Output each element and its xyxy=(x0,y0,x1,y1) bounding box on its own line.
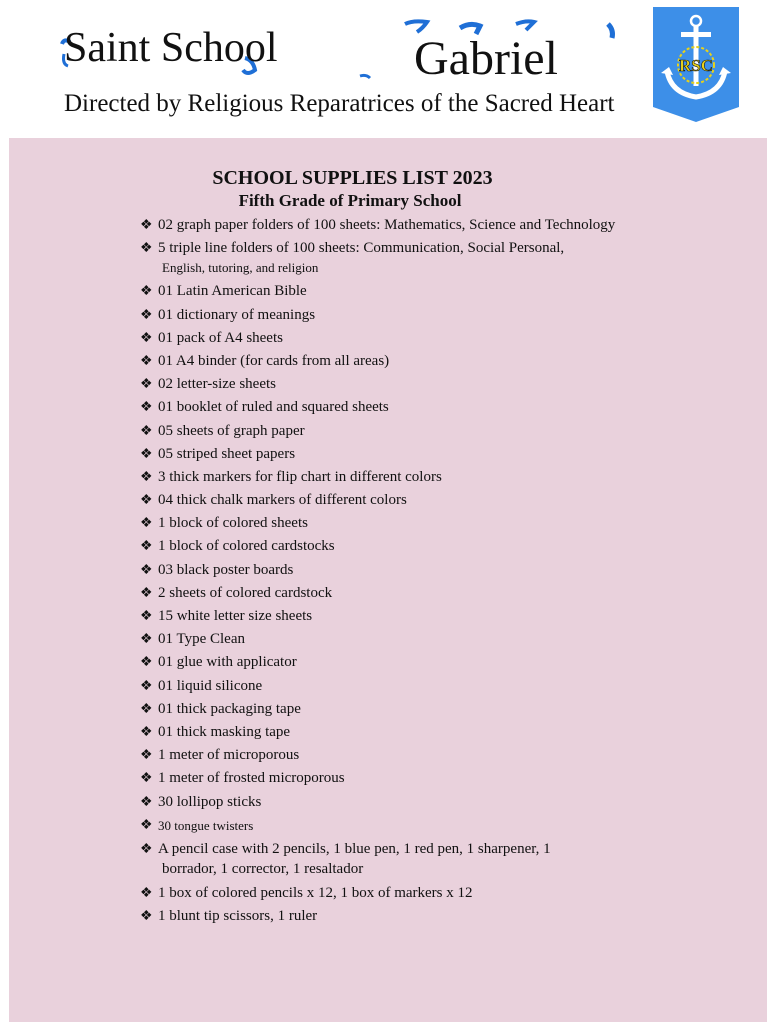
bullet-icon: ❖ xyxy=(140,909,153,925)
bullet-icon: ❖ xyxy=(140,307,153,323)
supply-item-text: 01 thick masking tape xyxy=(158,723,291,740)
supply-item-text: 1 box of colored pencils x 12, 1 box of markers x 12 xyxy=(158,885,473,902)
supply-item xyxy=(140,653,700,672)
supply-item-text: 01 A4 binder (for cards from all areas) xyxy=(158,352,390,369)
bullet-icon: ❖ xyxy=(140,423,153,439)
supply-item-text: 05 sheets of graph paper xyxy=(158,422,305,439)
bullet-icon: ❖ xyxy=(140,841,153,857)
supply-item-text: 15 white letter size sheets xyxy=(158,608,313,624)
supply-item-text: 01 booklet of ruled and squared sheets xyxy=(158,399,389,416)
supply-item xyxy=(140,907,700,926)
supply-item-continuation: borrador, 1 corrector, 1 resaltador xyxy=(162,860,364,877)
supply-item xyxy=(140,468,700,487)
supply-item-text: 1 block of colored cardstocks xyxy=(158,538,335,555)
supply-item xyxy=(140,306,700,325)
supply-item xyxy=(140,723,700,742)
supply-item xyxy=(140,282,700,301)
supply-item xyxy=(140,375,700,394)
bullet-icon: ❖ xyxy=(140,284,153,300)
supply-item xyxy=(140,422,700,441)
supply-item-text: 05 striped sheet papers xyxy=(158,445,296,462)
supply-item xyxy=(140,352,700,371)
school-crest-logo xyxy=(653,7,739,122)
supply-item-text: 1 block of colored sheets xyxy=(158,515,308,532)
bullet-icon: ❖ xyxy=(140,609,153,624)
grade-subtitle: Fifth Grade of Primary School xyxy=(238,191,462,210)
bullet-icon: ❖ xyxy=(140,886,153,902)
bullet-icon: ❖ xyxy=(140,377,153,393)
supply-item xyxy=(140,445,700,464)
bullet-icon: ❖ xyxy=(140,701,153,717)
supply-item xyxy=(140,584,700,603)
supply-item xyxy=(140,398,700,417)
supply-item xyxy=(140,491,700,510)
supply-item-text: 04 thick chalk markers of different colors xyxy=(158,492,407,509)
bullet-icon: ❖ xyxy=(140,655,153,671)
bullet-icon: ❖ xyxy=(140,516,153,532)
bullet-icon: ❖ xyxy=(140,562,153,578)
supply-item xyxy=(140,677,700,696)
supply-item xyxy=(140,514,700,533)
supply-item-text: 30 lollipop sticks xyxy=(158,793,262,810)
supply-item-text: 01 glue with applicator xyxy=(158,654,297,671)
supply-item-text: 30 tongue twisters xyxy=(158,817,254,833)
supply-item xyxy=(140,216,700,235)
supply-item xyxy=(140,561,700,580)
supply-item-text: 02 letter-size sheets xyxy=(158,376,276,393)
supply-item xyxy=(140,700,700,719)
bullet-icon: ❖ xyxy=(140,748,153,764)
bullet-icon: ❖ xyxy=(140,446,153,462)
list-title: SCHOOL SUPPLIES LIST 2023 xyxy=(212,167,493,189)
logo-monogram: RSC xyxy=(678,56,714,75)
supply-item xyxy=(140,769,700,788)
supply-item xyxy=(140,537,700,556)
supply-item-text: 01 thick packaging tape xyxy=(158,700,301,717)
supply-item-text: 01 Type Clean xyxy=(158,631,245,648)
supply-item xyxy=(140,816,700,836)
bullet-icon: ❖ xyxy=(140,330,153,346)
supply-item xyxy=(140,239,700,278)
supply-item xyxy=(140,630,700,649)
bullet-icon: ❖ xyxy=(140,794,153,810)
school-subtitle: Directed by Religious Reparatrices of the Sacred Heart xyxy=(64,90,615,117)
supply-item xyxy=(140,840,700,880)
supply-item xyxy=(140,746,700,765)
supplies-list xyxy=(140,216,700,930)
supply-item-text: 02 graph paper folders of 100 sheets: Mathematics, Science and Technology xyxy=(158,217,616,233)
supply-item-text: A pencil case with 2 pencils, 1 blue pen, 1 red pen, 1 sharpener, 1 xyxy=(158,840,551,857)
bullet-icon: ❖ xyxy=(140,632,153,648)
supply-item xyxy=(140,329,700,348)
bullet-icon: ❖ xyxy=(140,585,153,601)
supply-item-text: 1 blunt tip scissors, 1 ruler xyxy=(158,908,318,925)
supply-item-text: 01 pack of A4 sheets xyxy=(158,329,283,346)
bullet-icon: ❖ xyxy=(140,678,153,694)
bullet-icon: ❖ xyxy=(140,353,153,369)
supply-item-text: 5 triple line folders of 100 sheets: Communication, Social Personal, xyxy=(158,240,565,257)
bullet-icon: ❖ xyxy=(140,493,153,509)
bullet-icon: ❖ xyxy=(140,400,153,416)
supply-item-text: 3 thick markers for flip chart in different colors xyxy=(158,468,442,485)
supply-item-text: 01 liquid silicone xyxy=(158,677,263,694)
bullet-icon: ❖ xyxy=(140,817,153,833)
bullet-icon: ❖ xyxy=(140,724,153,740)
school-name-part2: Gabriel xyxy=(414,32,558,85)
school-name-part1: Saint School xyxy=(64,25,278,71)
supply-item-text: 2 sheets of colored cardstock xyxy=(158,584,333,601)
bullet-icon: ❖ xyxy=(140,539,153,555)
bullet-icon: ❖ xyxy=(140,771,153,787)
bullet-icon: ❖ xyxy=(140,241,153,257)
supply-item-text: 03 black poster boards xyxy=(158,561,294,578)
bullet-icon: ❖ xyxy=(140,469,153,485)
bullet-icon: ❖ xyxy=(140,218,153,233)
supply-item xyxy=(140,793,700,812)
supply-item-text: 01 dictionary of meanings xyxy=(158,306,316,323)
supply-item xyxy=(140,884,700,903)
supply-item-text: 1 meter of microporous xyxy=(158,747,300,764)
supply-item-text: 01 Latin American Bible xyxy=(158,283,307,300)
supply-item-continuation: English, tutoring, and religion xyxy=(162,260,319,276)
supply-item-text: 1 meter of frosted microporous xyxy=(158,770,345,787)
letterhead xyxy=(0,0,768,136)
supply-item xyxy=(140,607,700,626)
